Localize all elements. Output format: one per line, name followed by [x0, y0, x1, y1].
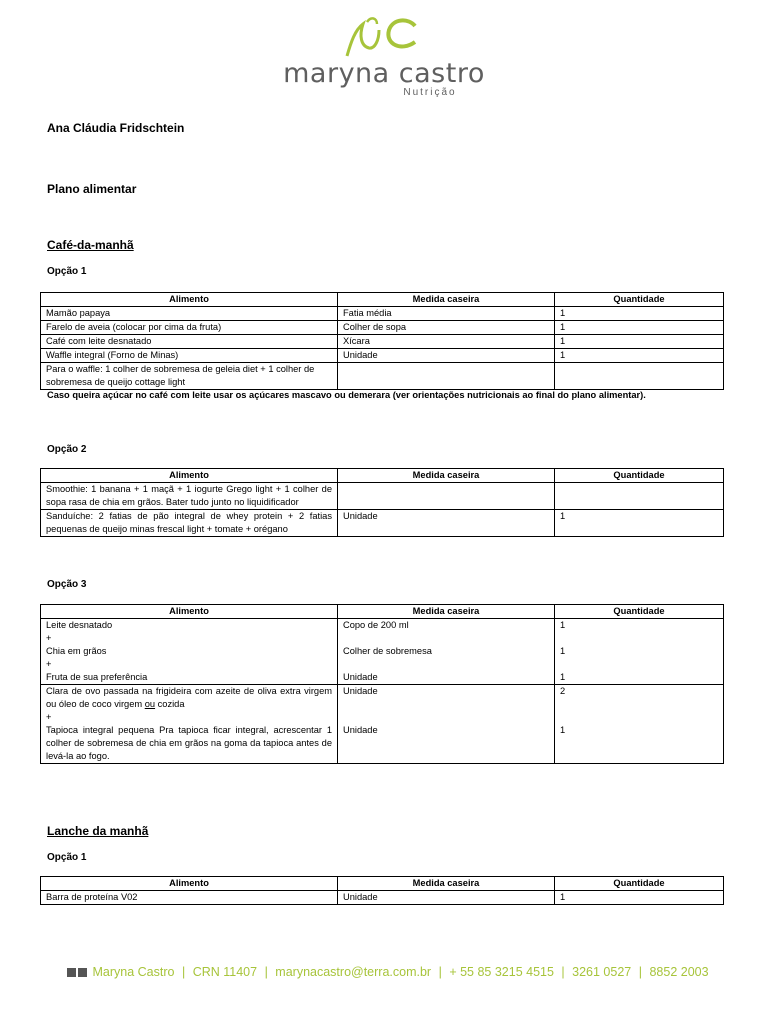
plus-line: + — [46, 633, 52, 643]
measure-cell: Unidade — [338, 349, 555, 363]
food-cell: Waffle integral (Forno de Minas) — [41, 349, 338, 363]
qty-line: 1 — [560, 672, 566, 682]
col-food-header: Alimento — [41, 877, 338, 891]
breakfast-option3-label: Opção 3 — [47, 579, 87, 590]
table-row — [41, 335, 724, 349]
food-cell: Sanduíche: 2 fatias de pão integral de whey protein + 2 fatias pequenas de queijo minas frescal light + tomate + orégano — [41, 510, 338, 537]
table-header-row — [41, 293, 724, 307]
col-qty-header: Quantidade — [555, 877, 724, 891]
food-line: Leite desnatado — [46, 620, 113, 630]
qty-cell: 1 — [555, 307, 724, 321]
col-food-header: Alimento — [41, 605, 338, 619]
breakfast-option1-label: Opção 1 — [47, 266, 87, 277]
measure-cell: Fatia média — [338, 307, 555, 321]
instagram-icon — [78, 968, 87, 977]
breakfast-option2-table — [40, 468, 724, 537]
brand-logo — [0, 12, 768, 98]
food-text: Clara de ovo passada na frigideira com azeite de oliva extra virgem ou óleo de coco virgem — [46, 686, 332, 709]
measure-cell: Colher de sopa — [338, 321, 555, 335]
food-cell: Mamão papaya — [41, 307, 338, 321]
section-morning-snack-title: Lanche da manhã — [47, 824, 149, 838]
logo-name: maryna castro — [283, 58, 485, 89]
footer-phone-3: 8852 2003 — [649, 965, 709, 979]
measure-line: Unidade — [343, 686, 378, 696]
col-measure-header: Medida caseira — [338, 293, 555, 307]
footer-phone-1: + 55 85 3215 4515 — [449, 965, 554, 979]
breakfast-option1-table — [40, 292, 724, 390]
qty-cell — [555, 619, 724, 685]
plan-title: Plano alimentar — [47, 182, 137, 196]
table-header-row — [41, 877, 724, 891]
breakfast-option3-table — [40, 604, 724, 764]
measure-cell — [338, 619, 555, 685]
food-text-or: ou — [144, 699, 156, 709]
food-cell: Barra de proteína V02 — [41, 891, 338, 905]
table-row — [41, 510, 724, 537]
table-row — [41, 321, 724, 335]
footer-email: marynacastro@terra.com.br — [275, 965, 432, 979]
footer-separator: | — [438, 965, 442, 979]
measure-cell: Unidade — [338, 891, 555, 905]
table-row — [41, 483, 724, 510]
col-measure-header: Medida caseira — [338, 877, 555, 891]
col-qty-header: Quantidade — [555, 605, 724, 619]
qty-cell — [555, 685, 724, 764]
qty-cell: 1 — [555, 510, 724, 537]
table-row — [41, 685, 724, 764]
col-qty-header: Quantidade — [555, 293, 724, 307]
facebook-icon — [67, 968, 76, 977]
measure-line: Colher de sobremesa — [343, 646, 432, 656]
table-header-row — [41, 469, 724, 483]
qty-cell: 1 — [555, 349, 724, 363]
food-text: cozida — [155, 699, 185, 709]
food-cell: Farelo de aveia (colocar por cima da fruta) — [41, 321, 338, 335]
col-food-header: Alimento — [41, 469, 338, 483]
food-text: Tapioca integral pequena Pra tapioca ficar integral, acrescentar 1 colher de sobremesa de chia em grãos na goma da tapioca antes de levá-la ao fogo. — [46, 725, 332, 761]
col-qty-header: Quantidade — [555, 469, 724, 483]
plus-line: + — [46, 659, 52, 669]
logo-subtitle: Nutrição — [403, 87, 457, 98]
footer-separator: | — [181, 965, 186, 979]
qty-cell — [555, 483, 724, 510]
col-measure-header: Medida caseira — [338, 469, 555, 483]
section-breakfast-title: Café-da-manhã — [47, 238, 134, 252]
footer-crn: CRN 11407 — [192, 965, 258, 979]
qty-cell: 1 — [555, 891, 724, 905]
logo-monogram-icon — [339, 12, 429, 60]
table-row — [41, 349, 724, 363]
food-cell: Para o waffle: 1 colher de sobremesa de geleia diet + 1 colher de sobremesa de queijo cottage light — [41, 363, 338, 390]
table-row — [41, 891, 724, 905]
table-header-row — [41, 605, 724, 619]
food-cell: Café com leite desnatado — [41, 335, 338, 349]
snack-option1-table — [40, 876, 724, 905]
measure-cell: Unidade — [338, 510, 555, 537]
measure-cell: Xícara — [338, 335, 555, 349]
food-line: Chia em grãos — [46, 646, 107, 656]
table-row — [41, 363, 724, 390]
qty-line: 1 — [560, 725, 566, 735]
footer-contact — [67, 965, 709, 979]
measure-cell — [338, 685, 555, 764]
footer-phone-2: 3261 0527 — [572, 965, 632, 979]
footer-separator: | — [561, 965, 565, 979]
patient-name: Ana Cláudia Fridschtein — [47, 121, 185, 135]
qty-line: 1 — [560, 646, 566, 656]
footer-separator: | — [264, 965, 268, 979]
measure-cell — [338, 363, 555, 390]
food-cell — [41, 619, 338, 685]
qty-cell: 1 — [555, 335, 724, 349]
food-line: Fruta de sua preferência — [46, 672, 148, 682]
table-row — [41, 307, 724, 321]
col-measure-header: Medida caseira — [338, 605, 555, 619]
qty-cell — [555, 363, 724, 390]
table-row — [41, 619, 724, 685]
qty-cell: 1 — [555, 321, 724, 335]
qty-line: 2 — [560, 686, 566, 696]
food-cell: Smoothie: 1 banana + 1 maçã + 1 iogurte Grego light + 1 colher de sopa rasa de chia em grãos. Bater tudo junto no liquidificador — [41, 483, 338, 510]
col-food-header: Alimento — [41, 293, 338, 307]
sugar-note: Caso queira açúcar no café com leite usar os açúcares mascavo ou demerara (ver orientações nutricionais ao final do plano alimentar). — [47, 390, 646, 400]
footer-name: Maryna Castro — [92, 965, 175, 979]
measure-cell — [338, 483, 555, 510]
qty-line: 1 — [560, 620, 566, 630]
footer-separator: | — [638, 965, 642, 979]
measure-line: Copo de 200 ml — [343, 620, 409, 630]
food-cell — [41, 685, 338, 764]
measure-line: Unidade — [343, 725, 378, 735]
plus-line: + — [46, 712, 52, 722]
snack-option1-label: Opção 1 — [47, 852, 87, 863]
measure-line: Unidade — [343, 672, 378, 682]
breakfast-option2-label: Opção 2 — [47, 444, 87, 455]
